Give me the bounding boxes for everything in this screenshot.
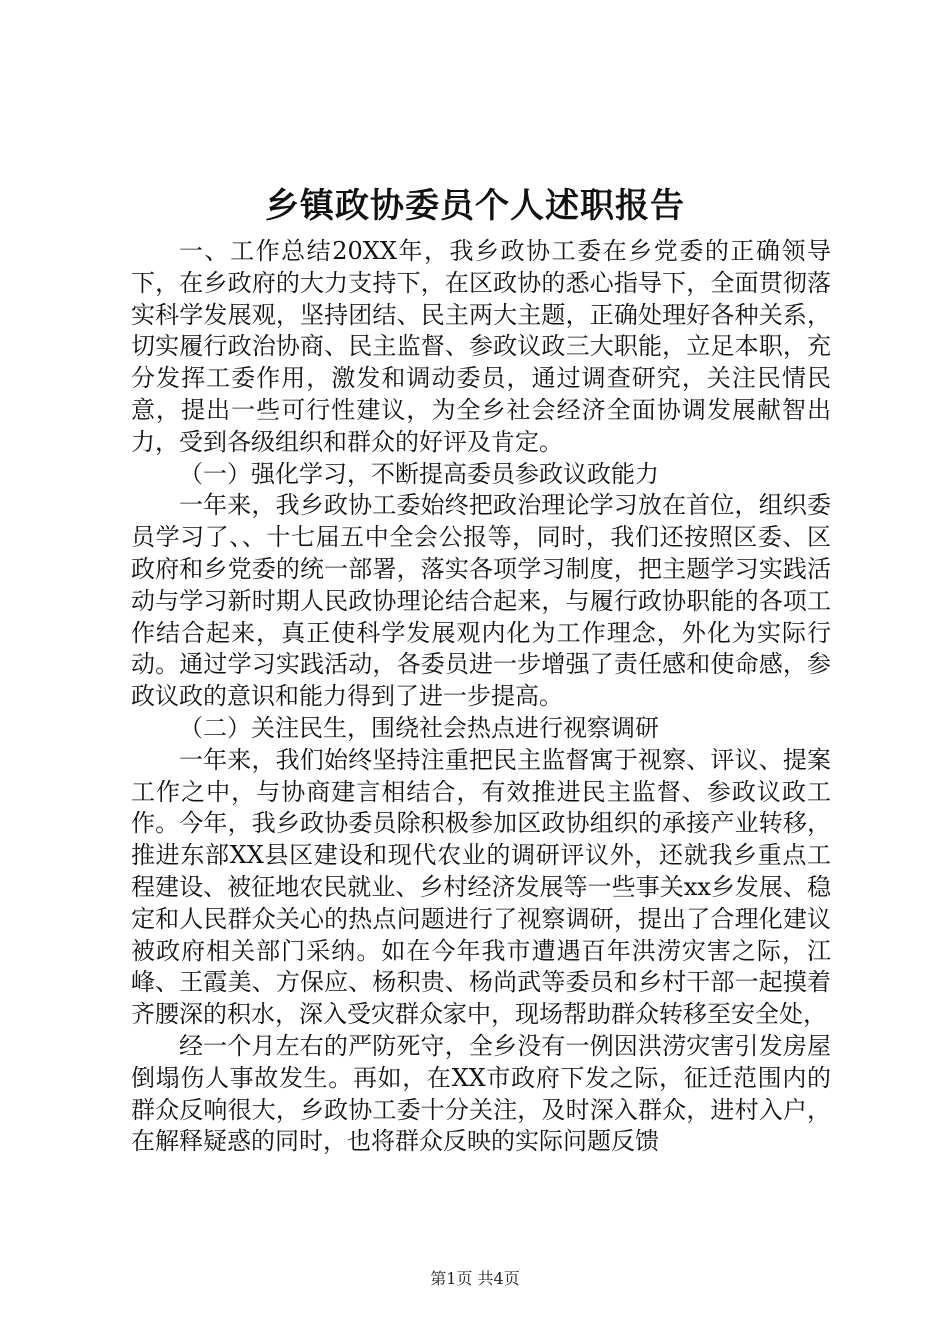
- paragraph-flood: 经一个月左右的严防死守，全乡没有一例因洪涝灾害引发房屋倒塌伤人事故发生。再如，在XX市政府下发之际，征迁范围内的群众反响很大，乡政协工委十分关注，及时深入群众，进村入户，在解释疑惑的同时，也将群众反映的实际问题反馈: [131, 1031, 831, 1156]
- paragraph-study: 一年来，我乡政协工委始终把政治理论学习放在首位，组织委员学习了、、十七届五中全会公报等，同时，我们还按照区委、区政府和乡党委的统一部署，落实各项学习制度，把主题学习实践活动与学习新时期人民政协理论结合起来，与履行政协职能的各项工作结合起来，真正使科学发展观内化为工作理念，外化为实际行动。通过学习实践活动，各委员进一步增强了责任感和使命感，参政议政的意识和能力得到了进一步提高。: [131, 491, 831, 711]
- document-body: [131, 236, 831, 1158]
- paragraph-livelihood: 一年来，我们始终坚持注重把民主监督寓于视察、评议、提案工作之中，与协商建言相结合，有效推进民主监督、参政议政工作。今年，我乡政协委员除积极参加区政协组织的承接产业转移，推进东部XX县区建设和现代农业的调研评议外，还就我乡重点工程建设、被征地农民就业、乡村经济发展等一些事关xx乡发展、稳定和人民群众关心的热点问题进行了视察调研，提出了合理化建议被政府相关部门采纳。如在今年我市遭遇百年洪涝灾害之际，江峰、王霞美、方保应、杨积贵、杨尚武等委员和乡村干部一起摸着齐腰深的积水，深入受灾群众家中，现场帮助群众转移至安全处，: [131, 745, 831, 1029]
- section-heading-study: （一）强化学习，不断提高委员参政议政能力: [179, 459, 659, 488]
- page-footer: 第1页 共4页: [430, 1269, 520, 1288]
- paragraph-summary: 一、工作总结20XX年，我乡政协工委在乡党委的正确领导下，在乡政府的大力支持下，在区政协的悉心指导下，全面贯彻落实科学发展观，坚持团结、民主两大主题，正确处理好各种关系，切实履行政治协商、民主监督、参政议政三大职能，立足本职，充分发挥工委作用，激发和调动委员，通过调查研究，关注民情民意，提出一些可行性建议，为全乡社会经济全面协调发展献智出力，受到各级组织和群众的好评及肯定。: [131, 237, 831, 456]
- section-heading-livelihood: （二）关注民生，围绕社会热点进行视察调研: [179, 713, 659, 742]
- document-title: 乡镇政协委员个人述职报告: [265, 186, 685, 226]
